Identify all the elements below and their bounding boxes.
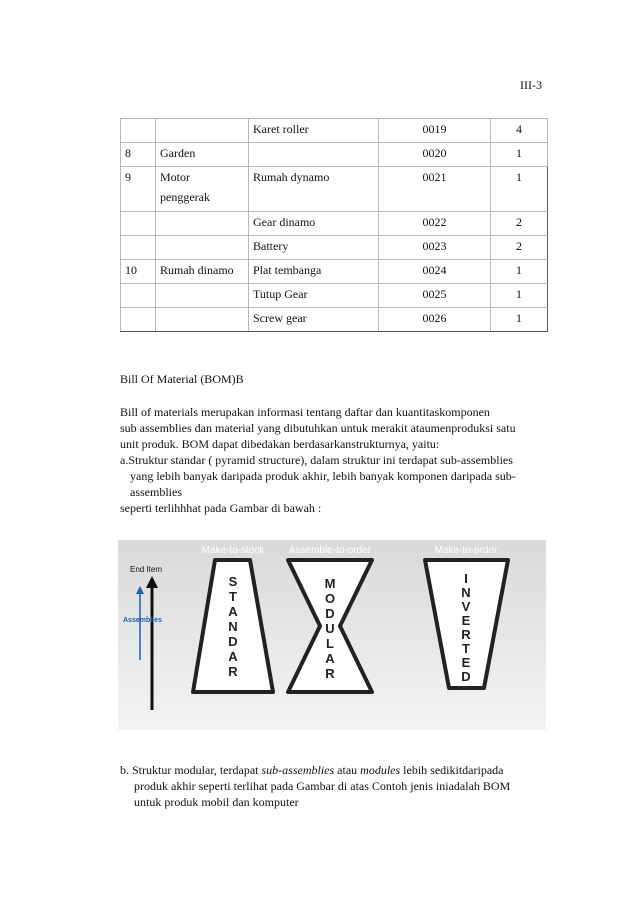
paragraph-line: unit produk. BOM dapat dibedakan berdasarkanstrukturnya, yaitu: [120,437,440,451]
cell-qty: 1 [491,167,548,212]
paragraph-line: Bill of materials merupakan informasi tentang daftar dan kuantitaskomponen [120,405,490,419]
paragraph-line: a.Struktur standar ( pyramid structure), dalam struktur ini terdapat sub-assemblies [120,453,513,467]
title-assemble-to-order: Assemble-to-order [288,545,372,556]
paragraph-line: untuk produk mobil dan komputer [134,795,299,809]
cell-code: 0019 [379,119,491,143]
modular-letter: A [325,651,335,666]
standar-letter: A [228,604,238,619]
paragraph-line: assemblies [130,485,182,499]
modular-letter: L [326,636,334,651]
inverted-letter: I [464,571,468,586]
cell-no: 10 [121,260,156,284]
cell-part [156,284,249,308]
cell-part [156,212,249,236]
cell-code: 0025 [379,284,491,308]
modular-letter: D [325,606,335,621]
modular-letter: O [324,591,336,606]
text-run: lebih sedikitdaripada [400,763,504,777]
text-run: atau [334,763,361,777]
cell-component: Gear dinamo [249,212,379,236]
cell-code: 0021 [379,167,491,212]
cell-code: 0020 [379,143,491,167]
standar-letter: T [229,589,237,604]
cell-code: 0023 [379,236,491,260]
table-row [121,284,548,308]
modular-paragraph [120,762,548,810]
cell-qty: 2 [491,236,548,260]
inverted-letter: E [461,655,471,670]
modular-letter: U [325,621,335,636]
table-row [121,308,548,332]
label-end-item: End Item [130,565,163,574]
table-row [121,143,548,167]
bom-table [120,118,548,332]
cell-code: 0026 [379,308,491,332]
standar-letter: A [228,649,238,664]
paragraph-line: sub assemblies dan material yang dibutuhkan untuk merakit ataumenproduksi satu [120,421,516,435]
inverted-letter: E [461,613,471,628]
cell-no: 8 [121,143,156,167]
cell-no [121,308,156,332]
cell-part [156,308,249,332]
table-row [121,236,548,260]
cell-component: Rumah dynamo [249,167,379,212]
cell-qty: 1 [491,143,548,167]
cell-component: Karet roller [249,119,379,143]
standar-letter: R [228,664,238,679]
inverted-letter: V [461,599,471,614]
cell-part [156,119,249,143]
cell-qty: 1 [491,308,548,332]
bom-paragraph [120,404,548,516]
cell-component: Plat tembanga [249,260,379,284]
cell-component: Tutup Gear [249,284,379,308]
emphasis-sub-assemblies: sub-assemblies [261,763,335,777]
standar-letter: D [228,634,238,649]
cell-component: Battery [249,236,379,260]
paragraph-line: yang lebih banyak daripada produk akhir, lebih banyak komponen daripada sub- [130,469,516,483]
cell-qty: 1 [491,284,548,308]
cell-code: 0022 [379,212,491,236]
modular-letter: R [325,666,335,681]
cell-no [121,119,156,143]
standar-letter: N [228,619,238,634]
table-row [121,119,548,143]
cell-qty: 4 [491,119,548,143]
inverted-letter: N [461,585,471,600]
cell-part: Rumah dinamo [156,260,249,284]
title-make-to-order: Make-to-order [434,545,498,556]
table-row [121,212,548,236]
inverted-letter: T [462,641,470,656]
table-row [121,260,548,284]
cell-component [249,143,379,167]
cell-no [121,284,156,308]
label-assemblies: Assemblies [123,617,162,624]
text-run: b. Struktur modular, terdapat [120,763,262,777]
bom-structure-figure [118,540,546,730]
cell-code: 0024 [379,260,491,284]
title-make-to-stock: Make-to-stock [201,545,265,556]
cell-qty: 1 [491,260,548,284]
cell-no [121,236,156,260]
emphasis-modules: modules [360,763,401,777]
table-row [121,167,548,212]
inverted-letter: R [461,627,471,642]
cell-part [156,236,249,260]
cell-no: 9 [121,167,156,212]
paragraph-line [120,762,548,778]
section-heading: Bill Of Material (BOM)B [120,372,244,386]
cell-component: Screw gear [249,308,379,332]
cell-part-line1: Motor [160,170,190,184]
inverted-letter: D [461,669,471,684]
page-number: III-3 [520,78,542,92]
cell-qty: 2 [491,212,548,236]
modular-letter: M [324,576,336,591]
cell-part: Garden [156,143,249,167]
paragraph-line: seperti terlihhhat pada Gambar di bawah : [120,501,322,515]
cell-part-line2: penggerak [160,190,210,204]
cell-no [121,212,156,236]
paragraph-line: produk akhir seperti terlihat pada Gambar di atas Contoh jenis iniadalah BOM [134,779,511,793]
standar-letter: S [228,574,238,589]
cell-part [156,167,249,212]
